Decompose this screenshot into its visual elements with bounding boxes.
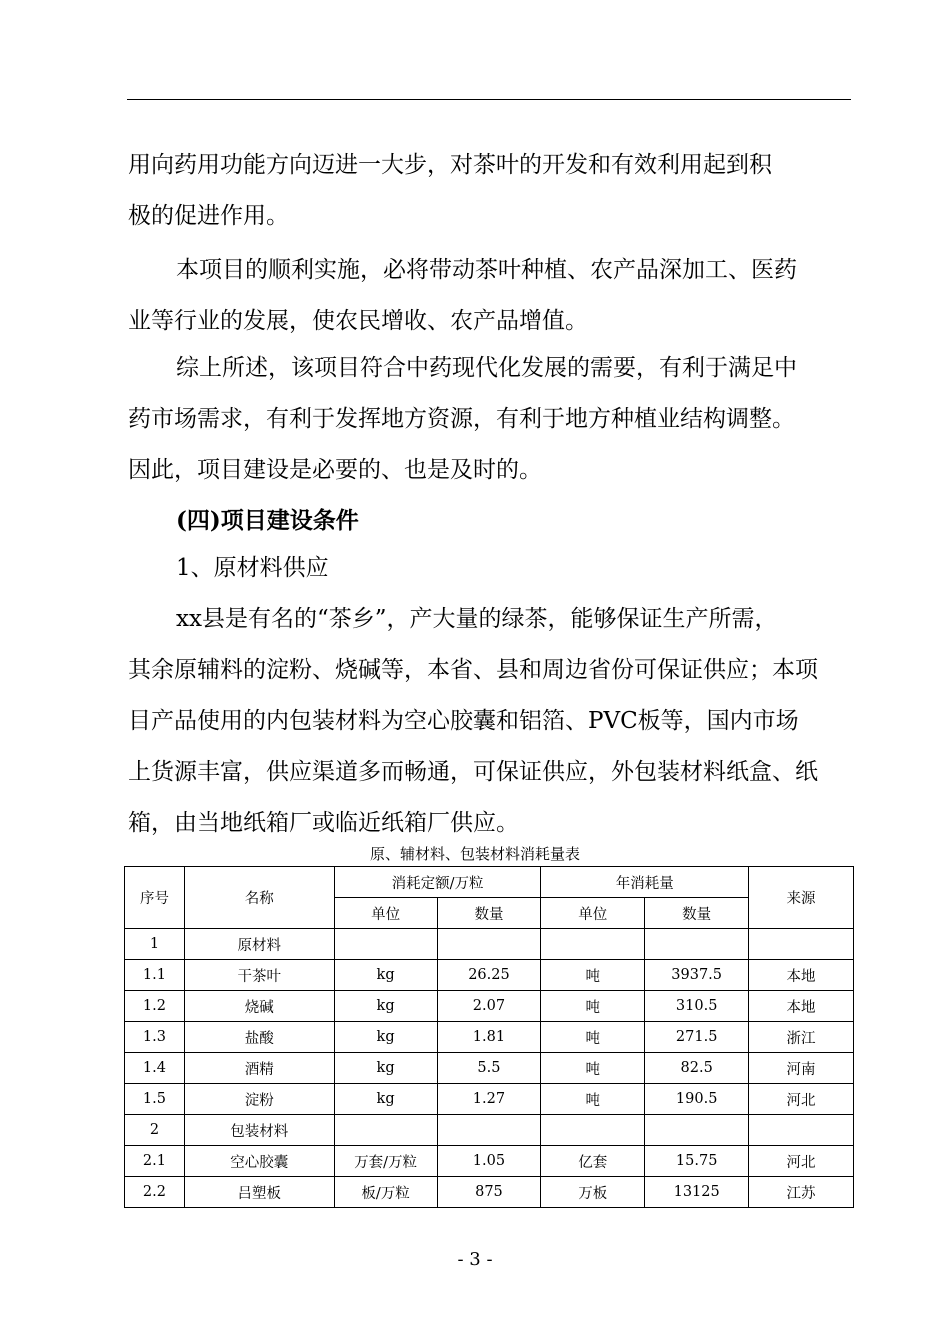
paragraph-line: 本项目的顺利实施，必将带动茶叶种植、农产品深加工、医药	[176, 257, 797, 283]
table-row	[125, 1022, 854, 1053]
cell-annual-unit: 吨	[541, 1084, 645, 1115]
cell-seq: 1.1	[125, 960, 185, 991]
cell-source: 河北	[749, 1084, 854, 1115]
cell-annual-quantity	[645, 929, 749, 960]
cell-annual-quantity: 271.5	[645, 1022, 749, 1053]
paragraph-line: 上货源丰富，供应渠道多而畅通，可保证供应，外包装材料纸盒、纸	[128, 759, 818, 785]
cell-annual-quantity: 82.5	[645, 1053, 749, 1084]
cell-seq: 2	[125, 1115, 185, 1146]
cell-name: 包装材料	[184, 1115, 334, 1146]
header-quota-quantity: 数量	[437, 898, 541, 929]
cell-quota-quantity: 875	[437, 1177, 541, 1208]
cell-source: 江苏	[749, 1177, 854, 1208]
paragraph-4	[128, 594, 852, 849]
header-annual-group: 年消耗量	[541, 867, 749, 898]
cell-annual-unit: 万板	[541, 1177, 645, 1208]
paragraph-line: 用向药用功能方向迈进一大步，对茶叶的开发和有效利用起到积	[128, 152, 772, 178]
cell-seq: 2.1	[125, 1146, 185, 1177]
cell-annual-quantity: 15.75	[645, 1146, 749, 1177]
section-heading: (四)项目建设条件	[176, 507, 359, 534]
cell-annual-unit	[541, 929, 645, 960]
header-rule	[127, 99, 851, 100]
cell-seq: 1.5	[125, 1084, 185, 1115]
cell-quota-quantity: 1.27	[437, 1084, 541, 1115]
cell-annual-unit: 吨	[541, 991, 645, 1022]
cell-source	[749, 929, 854, 960]
cell-name: 淀粉	[184, 1084, 334, 1115]
cell-annual-quantity: 3937.5	[645, 960, 749, 991]
header-annual-unit: 单位	[541, 898, 645, 929]
cell-name: 盐酸	[184, 1022, 334, 1053]
paragraph-line: 因此，项目建设是必要的、也是及时的。	[128, 457, 542, 483]
cell-seq: 1	[125, 929, 185, 960]
cell-quota-quantity: 1.81	[437, 1022, 541, 1053]
cell-source: 浙江	[749, 1022, 854, 1053]
header-annual-quantity: 数量	[645, 898, 749, 929]
cell-annual-quantity: 310.5	[645, 991, 749, 1022]
header-source: 来源	[749, 867, 854, 929]
cell-seq: 1.2	[125, 991, 185, 1022]
table-row	[125, 991, 854, 1022]
cell-quota-unit	[334, 1115, 437, 1146]
cell-annual-unit: 亿套	[541, 1146, 645, 1177]
cell-quota-unit	[334, 929, 437, 960]
cell-source: 河北	[749, 1146, 854, 1177]
table-row	[125, 1084, 854, 1115]
cell-name: 原材料	[184, 929, 334, 960]
cell-annual-unit: 吨	[541, 1022, 645, 1053]
cell-quota-quantity: 1.05	[437, 1146, 541, 1177]
cell-quota-unit: kg	[334, 1053, 437, 1084]
cell-quota-unit: 板/万粒	[334, 1177, 437, 1208]
cell-quota-quantity	[437, 929, 541, 960]
paragraph-3	[128, 343, 852, 496]
paragraph-line: 目产品使用的内包装材料为空心胶囊和铝箔、PVC板等，国内市场	[128, 708, 799, 734]
header-quota-unit: 单位	[334, 898, 437, 929]
cell-annual-quantity	[645, 1115, 749, 1146]
paragraph-line: 综上所述，该项目符合中药现代化发展的需要，有利于满足中	[176, 355, 797, 381]
cell-source	[749, 1115, 854, 1146]
cell-seq: 2.2	[125, 1177, 185, 1208]
cell-name: 空心胶囊	[184, 1146, 334, 1177]
header-quota-group: 消耗定额/万粒	[334, 867, 541, 898]
cell-name: 酒精	[184, 1053, 334, 1084]
cell-source: 本地	[749, 960, 854, 991]
paragraph-1	[128, 140, 852, 242]
table-row	[125, 1115, 854, 1146]
cell-seq: 1.3	[125, 1022, 185, 1053]
header-name: 名称	[184, 867, 334, 929]
paragraph-line: xx县是有名的“茶乡”，产大量的绿茶，能够保证生产所需，	[176, 606, 778, 632]
cell-quota-unit: kg	[334, 1084, 437, 1115]
table-row	[125, 1146, 854, 1177]
subsection-heading: 1、原材料供应	[176, 555, 329, 581]
cell-quota-quantity: 26.25	[437, 960, 541, 991]
cell-quota-quantity	[437, 1115, 541, 1146]
paragraph-2	[128, 245, 852, 347]
cell-annual-unit	[541, 1115, 645, 1146]
paragraph-line: 箱，由当地纸箱厂或临近纸箱厂供应。	[128, 810, 519, 836]
cell-source: 本地	[749, 991, 854, 1022]
cell-seq: 1.4	[125, 1053, 185, 1084]
cell-name: 吕塑板	[184, 1177, 334, 1208]
cell-quota-unit: kg	[334, 960, 437, 991]
cell-name: 烧碱	[184, 991, 334, 1022]
cell-annual-quantity: 190.5	[645, 1084, 749, 1115]
paragraph-line: 极的促进作用。	[128, 203, 289, 229]
cell-source: 河南	[749, 1053, 854, 1084]
cell-quota-unit: kg	[334, 1022, 437, 1053]
header-seq: 序号	[125, 867, 185, 929]
cell-quota-unit: 万套/万粒	[334, 1146, 437, 1177]
cell-quota-unit: kg	[334, 991, 437, 1022]
cell-annual-unit: 吨	[541, 1053, 645, 1084]
paragraph-line: 药市场需求，有利于发挥地方资源，有利于地方种植业结构调整。	[128, 406, 795, 432]
table-body	[125, 929, 854, 1208]
table-caption: 原、辅材料、包装材料消耗量表	[369, 845, 580, 863]
table-row	[125, 1053, 854, 1084]
consumption-table	[124, 866, 854, 1208]
cell-annual-quantity: 13125	[645, 1177, 749, 1208]
table-row	[125, 960, 854, 991]
cell-annual-unit: 吨	[541, 960, 645, 991]
paragraph-line: 其余原辅料的淀粉、烧碱等，本省、县和周边省份可保证供应；本项	[128, 657, 818, 683]
page-number: - 3 -	[457, 1249, 493, 1270]
paragraph-line: 业等行业的发展，使农民增收、农产品增值。	[128, 308, 588, 334]
cell-quota-quantity: 2.07	[437, 991, 541, 1022]
cell-name: 干茶叶	[184, 960, 334, 991]
table-row	[125, 1177, 854, 1208]
table-row	[125, 929, 854, 960]
cell-quota-quantity: 5.5	[437, 1053, 541, 1084]
